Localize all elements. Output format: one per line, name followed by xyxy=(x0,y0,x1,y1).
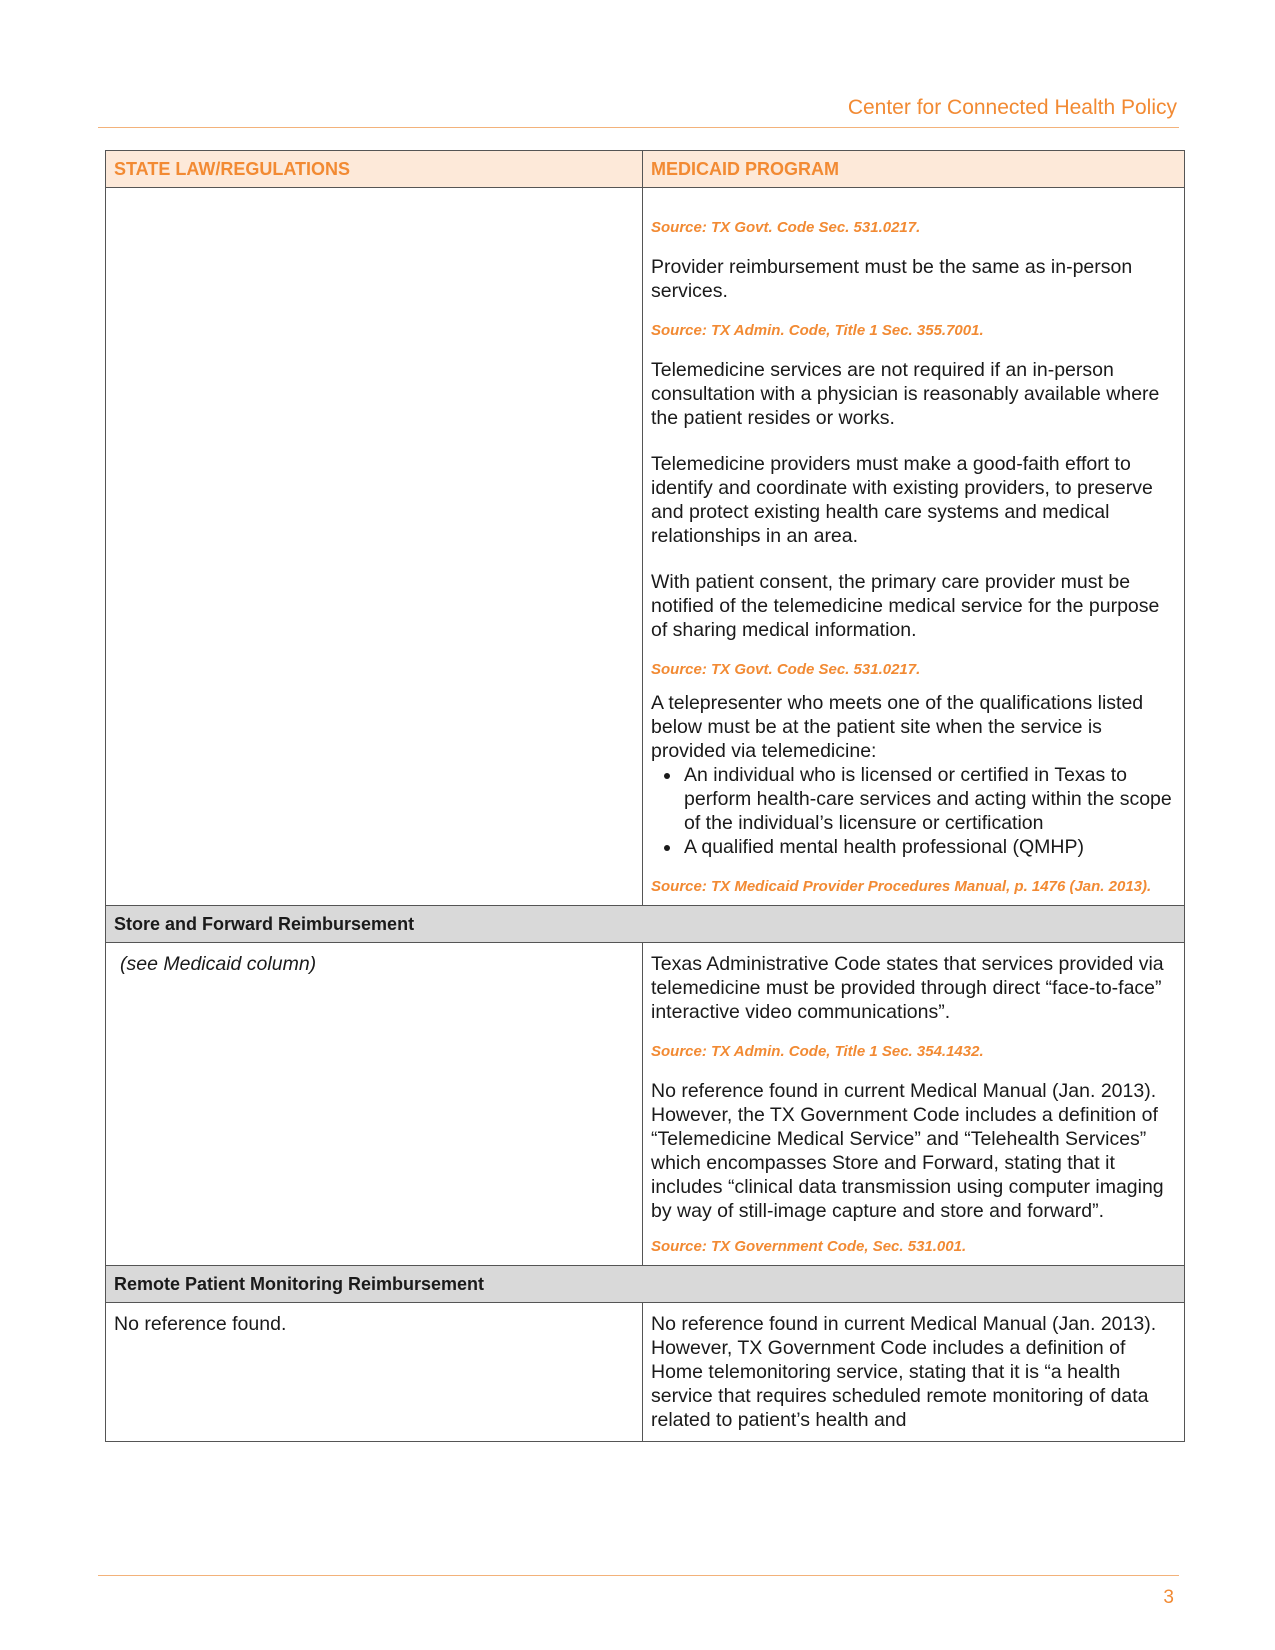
table-row-store-forward xyxy=(106,943,1185,1266)
column-header-medicaid: MEDICAID PROGRAM xyxy=(643,151,1185,188)
section-title: Remote Patient Monitoring Reimbursement xyxy=(106,1266,1185,1303)
page-number: 3 xyxy=(1163,1587,1174,1608)
paragraph: With patient consent, the primary care provider must be notified of the telemedicine medical service for the purpose of sharing medical information. xyxy=(651,571,1160,641)
source-citation: Source: TX Medicaid Provider Procedures Manual, p. 1476 (Jan. 2013). xyxy=(651,878,1152,895)
section-row-store-forward xyxy=(106,906,1185,943)
header-divider xyxy=(98,127,1179,128)
medicaid-cell xyxy=(643,1303,1185,1442)
footer-divider xyxy=(98,1575,1179,1576)
source-citation: Source: TX Admin. Code, Title 1 Sec. 355.7001. xyxy=(651,322,984,339)
policy-table xyxy=(105,150,1185,1442)
table-header-row xyxy=(106,151,1185,188)
source-citation: Source: TX Govt. Code Sec. 531.0217. xyxy=(651,661,921,678)
state-law-cell xyxy=(106,1303,643,1442)
list-item: • An individual who is licensed or certified in Texas to perform health-care services and acting within the scope of the individual’s licensure or certification xyxy=(682,763,1176,835)
paragraph: No reference found. xyxy=(114,1313,287,1335)
medicaid-cell xyxy=(643,943,1185,1266)
bullet-list xyxy=(651,763,1176,859)
paragraph: No reference found in current Medical Manual (Jan. 2013). However, the TX Government Code includes a definition of “Telemedicine Medical Service” and “Telehealth Services” which encompasses Store and Forward, stating that it includes “clinical data transmission using computer imaging by way of still-image capture and store and forward”. xyxy=(651,1080,1164,1222)
source-citation: Source: TX Govt. Code Sec. 531.0217. xyxy=(651,219,921,236)
paragraph: A telepresenter who meets one of the qualifications listed below must be at the patient site when the service is provided via telemedicine: xyxy=(651,692,1144,762)
medicaid-column-note: (see Medicaid column) xyxy=(120,953,317,975)
table-row-remote-monitoring xyxy=(106,1303,1185,1442)
source-citation: Source: TX Admin. Code, Title 1 Sec. 354.1432. xyxy=(651,1043,984,1060)
medicaid-cell-requirements xyxy=(643,188,1185,906)
paragraph: No reference found in current Medical Manual (Jan. 2013). However, TX Government Code includes a definition of Home telemonitoring service, stating that it is “a health service that requires scheduled remote monitoring of data related to patient’s health and xyxy=(651,1313,1157,1431)
paragraph: Provider reimbursement must be the same as in-person services. xyxy=(651,256,1133,302)
section-row-remote-monitoring xyxy=(106,1266,1185,1303)
column-header-state-law: STATE LAW/REGULATIONS xyxy=(106,151,643,188)
state-law-cell xyxy=(106,943,643,1266)
paragraph: Texas Administrative Code states that services provided via telemedicine must be provided through direct “face-to-face” interactive video communications”. xyxy=(651,953,1164,1023)
paragraph: Telemedicine providers must make a good-faith effort to identify and coordinate with existing providers, to preserve and protect existing health care systems and medical relationships in an area. xyxy=(651,453,1153,547)
table-row-medicaid-requirements xyxy=(106,188,1185,906)
source-citation: Source: TX Government Code, Sec. 531.001. xyxy=(651,1238,967,1255)
state-law-cell-empty xyxy=(106,188,643,906)
header-title: Center for Connected Health Policy xyxy=(847,96,1177,119)
section-title: Store and Forward Reimbursement xyxy=(106,906,1185,943)
paragraph: Telemedicine services are not required if an in-person consultation with a physician is reasonably available where the patient resides or works. xyxy=(651,359,1160,429)
list-item: • A qualified mental health professional (QMHP) xyxy=(682,835,1176,859)
